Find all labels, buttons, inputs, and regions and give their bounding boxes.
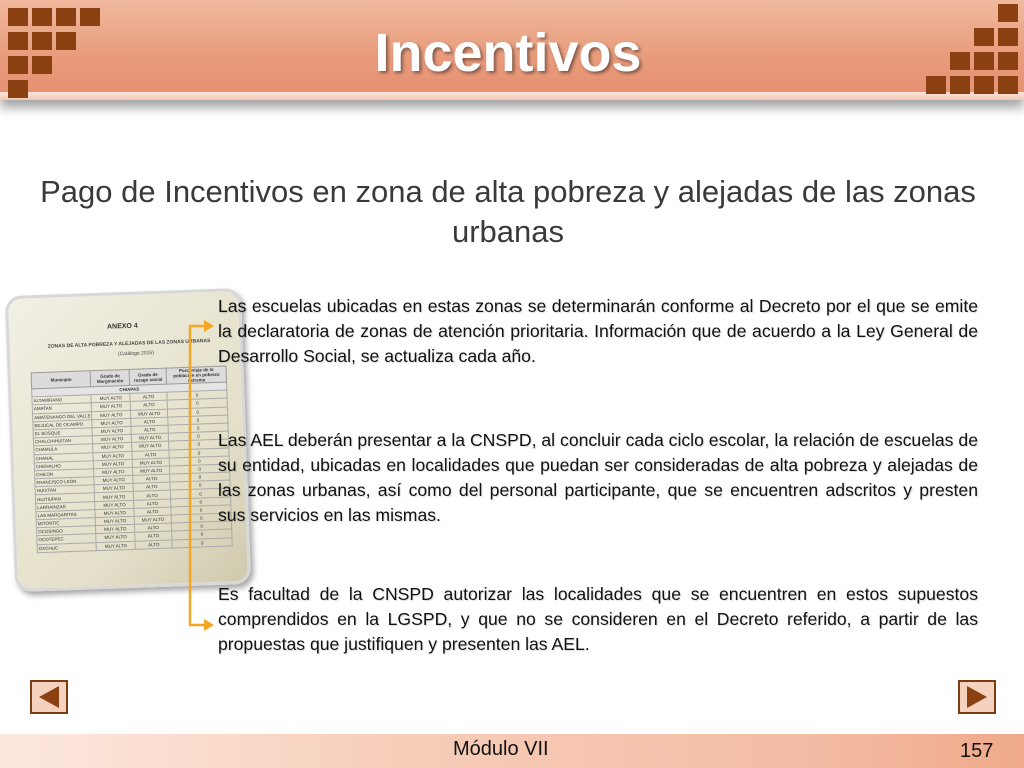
table-cell: 0	[169, 456, 229, 466]
slide-subtitle: Pago de Incentivos en zona de alta pobreza y alejadas de las zonas urbanas	[40, 174, 976, 249]
table-cell: MUY ALTO	[93, 443, 132, 453]
table-cell: MUY ALTO	[132, 441, 169, 450]
table-cell: 0	[171, 497, 231, 507]
table-header: Grado de rezago social	[129, 368, 167, 385]
table-header: Municipio	[31, 371, 91, 389]
table-cell: CHAMULA	[34, 444, 94, 454]
table-cell: MITONTIC	[36, 518, 96, 528]
paragraph-cnspd-authority: Es facultad de la CNSPD autorizar las localidades que se encuentren en estos supuestos comprendidos en la LGSPD, y que no se consideren en el Decreto referido, a partir de las propuestas que justifiquen y presenten las AEL.	[218, 584, 978, 654]
table-cell: OCOSINGO	[37, 526, 97, 536]
table-cell: MUY ALTO	[96, 525, 135, 535]
table-cell: 0	[172, 521, 232, 531]
table-cell: MUY ALTO	[96, 541, 135, 551]
table-cell: ALTO	[131, 425, 168, 434]
table-cell: 0	[168, 431, 228, 441]
page-number: 157	[960, 740, 994, 762]
table-cell: ALTO	[132, 450, 169, 459]
annex-label: ANEXO 4	[106, 322, 138, 331]
table-cell: CHENALHO	[34, 460, 94, 470]
table-cell: MUY ALTO	[91, 394, 130, 404]
table-header: Grado de Marginación	[90, 369, 129, 386]
table-cell: ALTO	[133, 490, 170, 499]
table-cell: BEJUCAL DE OCAMPO	[33, 419, 93, 429]
table-cell: MUY ALTO	[93, 435, 132, 445]
table-cell: MUY ALTO	[133, 466, 170, 475]
table-cell: ALTO	[130, 400, 167, 409]
previous-slide-button[interactable]	[30, 680, 68, 714]
page-title: Incentivos	[374, 23, 642, 83]
table-cell: ALTO	[130, 392, 167, 401]
table-cell: MUY ALTO	[94, 459, 133, 469]
table-cell: 0	[171, 513, 231, 523]
left-arrow-icon	[32, 682, 66, 712]
table-cell: AMATAN	[32, 403, 92, 413]
table-cell: OXCHUC	[37, 542, 97, 552]
table-cell: 0	[170, 488, 230, 498]
right-arrow-icon	[960, 682, 994, 712]
table-cell: 0	[168, 415, 228, 425]
table-cell: MUY ALTO	[94, 475, 133, 485]
table-cell: MUY ALTO	[92, 418, 131, 428]
table-cell: 0	[170, 480, 230, 490]
table-cell: MUY ALTO	[96, 516, 135, 526]
table-cell: ALTO	[135, 540, 172, 549]
table-cell: MUY ALTO	[134, 515, 171, 524]
table-cell: MUY ALTO	[95, 508, 134, 518]
table-cell: MUY ALTO	[96, 533, 135, 543]
table-cell: ALTAMIRANO	[32, 395, 92, 405]
table-section-label: CHIAPAS	[32, 382, 227, 397]
table-cell: MUY ALTO	[93, 451, 132, 461]
table-cell: CHALCHIHUITAN	[33, 436, 93, 446]
table-cell: ALTO	[135, 523, 172, 532]
table-cell: 0	[168, 407, 228, 417]
table-cell: MUY ALTO	[94, 467, 133, 477]
table-cell: ALTO	[134, 507, 171, 516]
table-header: Porcentaje de la población en pobreza extrema	[166, 366, 226, 384]
paragraph-schools-zones: Las escuelas ubicadas en estas zonas se determinarán conforme al Decreto por el que se emite la declaratoria de zonas de atención prioritaria. Información que de acuerdo a la Ley General de Desarrollo Social, se actualiza cada año.	[218, 296, 978, 366]
table-cell: 0	[171, 505, 231, 515]
table-cell: CHILON	[35, 469, 95, 479]
table-cell: 0	[172, 537, 232, 547]
next-slide-button[interactable]	[958, 680, 996, 714]
table-cell: 0	[172, 529, 232, 539]
table-cell: OCOTEPEC	[37, 534, 97, 544]
annex-catalog: (Catálogo 2015)	[117, 350, 154, 358]
table-cell: EL BOSQUE	[33, 428, 93, 438]
table-cell: 0	[167, 390, 227, 400]
table-cell: ALTO	[133, 474, 170, 483]
table-cell: HUIXTAN	[35, 485, 95, 495]
table-cell: ALTO	[133, 482, 170, 491]
table-cell: MUY ALTO	[131, 433, 168, 442]
table-cell: ALTO	[131, 417, 168, 426]
table-cell: ALTO	[135, 531, 172, 540]
module-label: Módulo VII	[453, 738, 549, 760]
table-cell: 0	[168, 423, 228, 433]
table-cell: 0	[167, 398, 227, 408]
paragraph-ael-report: Las AEL deberán presentar a la CNSPD, al concluir cada ciclo escolar, la relación de escuelas de su entidad, ubicadas en localidades que puedan ser consideradas de alta pobreza y alejadas de las zonas urbanas, así como del personal participante, que se encuentren adscritos y presten sus servicios en las mismas.	[218, 430, 978, 525]
table-cell: MUY ALTO	[95, 492, 134, 502]
table-cell: 0	[170, 472, 230, 482]
table-cell: LAS MARGARITAS	[36, 509, 96, 519]
table-cell: HUITIUPAN	[35, 493, 95, 503]
table-cell: AMATENANGO DEL VALLE	[34, 412, 91, 420]
table-cell: MUY ALTO	[94, 484, 133, 494]
table-cell: MUY ALTO	[92, 426, 131, 436]
table-cell: FRANCISCO LEON	[35, 477, 95, 487]
table-cell: ALTO	[134, 499, 171, 508]
table-cell: 0	[169, 439, 229, 449]
table-cell: LARRAINZAR	[36, 501, 96, 511]
table-cell: 0	[169, 447, 229, 457]
table-cell: MUY ALTO	[132, 458, 169, 467]
table-cell: CHANAL	[34, 452, 94, 462]
table-cell: MUY ALTO	[131, 409, 168, 418]
table-cell: MUY ALTO	[92, 410, 131, 420]
table-cell: MUY ALTO	[92, 402, 131, 412]
table-cell: 0	[170, 464, 230, 474]
annex-table-title: ZONAS DE ALTA POBREZA Y ALEJADAS DE LAS ZONAS URBANAS	[47, 338, 211, 350]
table-cell: MUY ALTO	[95, 500, 134, 510]
